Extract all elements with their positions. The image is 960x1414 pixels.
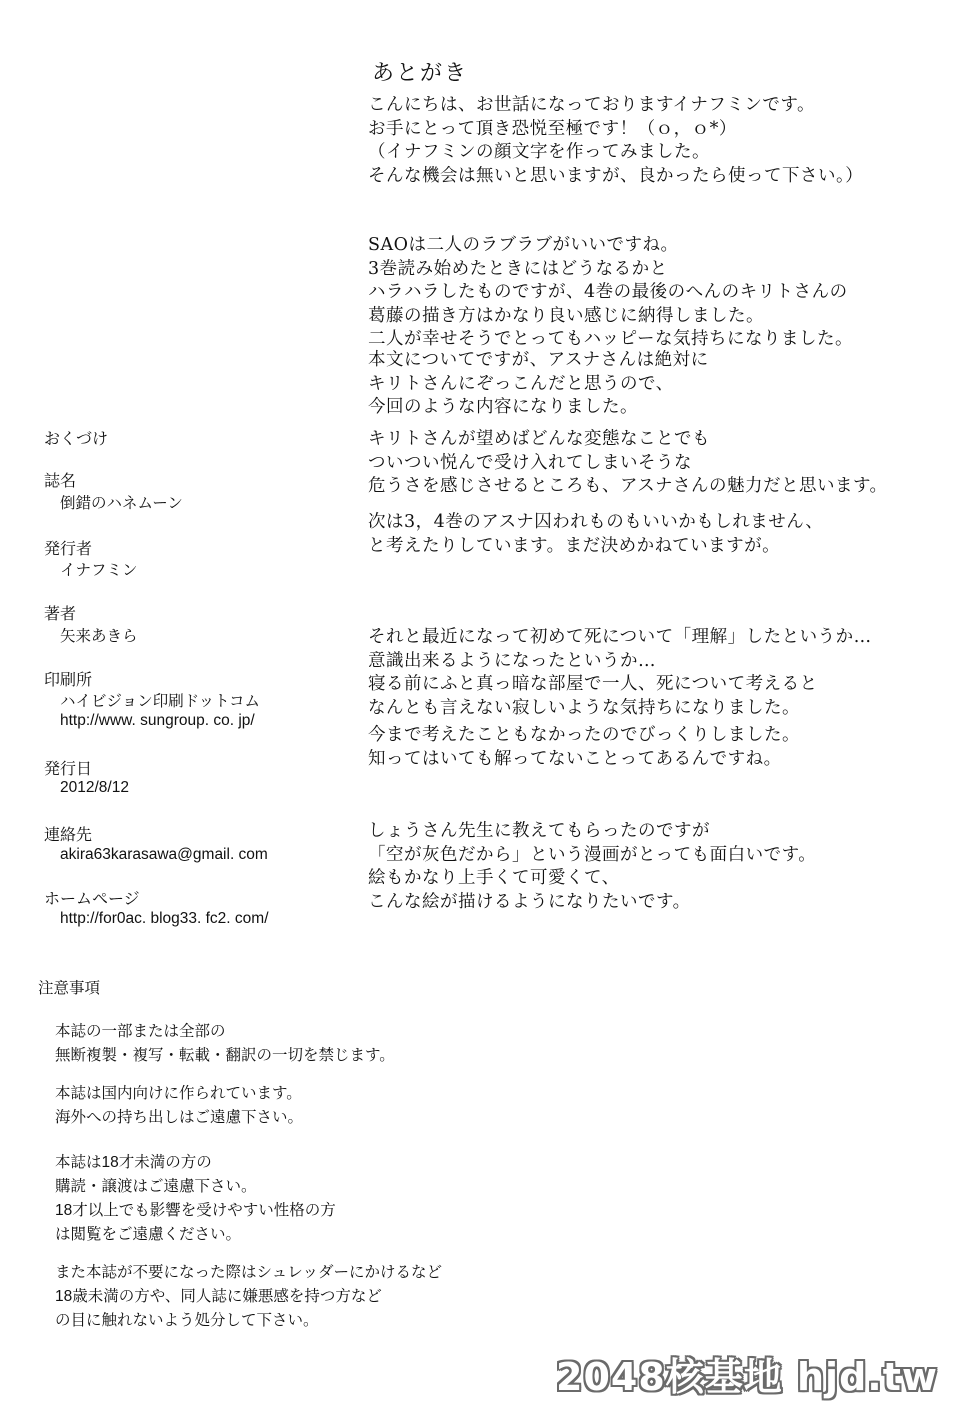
text-line: 18才以上でも影響を受けやすい性格の方 <box>55 1202 336 1219</box>
text-line: なんとも言えない寂しいような気持ちになりました。 <box>368 697 800 718</box>
notice-paragraph <box>55 1020 395 1068</box>
contact-label: 連絡先 <box>44 827 93 844</box>
printer-url: http://www. sungroup. co. jp/ <box>60 712 255 729</box>
text-line: 本誌は国内向けに作られています。 <box>55 1085 302 1102</box>
afterword-paragraph <box>368 234 853 352</box>
text-line: 意識出来るようになったというか… <box>368 650 656 671</box>
text-line: ついつい悦んで受け入れてしまいそうな <box>368 452 692 473</box>
text-line: 本誌の一部または全部の <box>55 1023 226 1040</box>
text-line: は閲覧をご遠慮ください。 <box>55 1226 242 1243</box>
title-label: 誌名 <box>44 473 77 490</box>
afterword-paragraph <box>368 349 709 420</box>
text-line: 今まで考えたこともなかったのでびっくりしました。 <box>368 725 800 745</box>
notice-heading: 注意事項 <box>38 980 101 997</box>
text-line: 「空が灰色だから」という漫画がとっても面白いです。 <box>368 844 817 865</box>
text-line: 18歳未満の方や、同人誌に嫌悪感を持つ方など <box>55 1288 382 1305</box>
text-line: しょうさん先生に教えてもらったのですが <box>368 821 710 841</box>
text-line: ハラハラしたものですが、4巻の最後のへんのキリトさんの <box>368 282 848 302</box>
text-line: と考えたりしています。まだ決めかねていますが。 <box>368 535 781 556</box>
text-line: 本文についてですが、アスナさんは絶対に <box>368 350 709 370</box>
colophon-heading: おくづけ <box>44 431 109 448</box>
text-line: 購読・譲渡はご遠慮下さい。 <box>55 1178 257 1195</box>
author-value: 矢来あきら <box>60 628 138 645</box>
text-line: （イナフミンの顔文字を作ってみました。 <box>368 142 710 162</box>
afterword-paragraph <box>368 724 800 771</box>
text-line: 知ってはいても解ってないことってあるんですね。 <box>368 748 782 769</box>
text-line: お手にとって頂き恐悦至極です！（ｏ，ｏ*） <box>368 118 737 139</box>
text-line: 危うさを感じさせるところも、アスナさんの魅力だと思います。 <box>368 476 888 496</box>
text-line: 3巻読み始めたときにはどうなるかと <box>368 258 668 279</box>
contact-value: akira63karasawa@gmail. com <box>60 846 268 863</box>
publisher-value: イナフミン <box>60 562 138 579</box>
homepage-value: http://for0ac. blog33. fc2. com/ <box>60 910 269 927</box>
text-line: そんな機会は無いと思いますが、良かったら使って下さい。） <box>368 165 864 186</box>
afterword-paragraph <box>368 820 816 914</box>
text-line: 絵もかなり上手くて可愛くて、 <box>368 868 620 888</box>
text-line: こんな絵が描けるようになりたいです。 <box>368 891 691 912</box>
text-line: 次は3，4巻のアスナ囚われものもいいかもしれません、 <box>368 512 824 532</box>
afterword-paragraph <box>368 626 872 720</box>
afterword-paragraph <box>368 428 888 499</box>
afterword-title: あとがき <box>372 61 469 86</box>
notice-paragraph <box>55 1082 303 1130</box>
printer-label: 印刷所 <box>44 672 93 689</box>
text-line: キリトさんにぞっこんだと思うので、 <box>368 373 674 394</box>
text-line: 今回のような内容になりました。 <box>368 397 638 417</box>
text-line: 葛藤の描き方はかなり良い感じに納得しました。 <box>368 305 764 326</box>
afterword-paragraph <box>368 511 823 558</box>
text-line: 本誌は18才未満の方の <box>55 1154 212 1171</box>
homepage-label: ホームページ <box>44 891 140 908</box>
text-line: キリトさんが望めばどんな変態なことでも <box>368 429 710 449</box>
text-line: 寝る前にふと真っ暗な部屋で一人、死について考えると <box>368 674 818 694</box>
text-line: こんにちは、お世話になっておりますイナフミンです。 <box>368 95 816 115</box>
text-line: 海外への持ち出しはご遠慮下さい。 <box>55 1109 304 1126</box>
text-line: の目に触れないよう処分して下さい。 <box>55 1312 319 1329</box>
printer-value: ハイビジョン印刷ドットコム <box>60 693 260 710</box>
publisher-label: 発行者 <box>44 541 93 558</box>
afterword-paragraph <box>368 94 863 188</box>
text-line: SAOは二人のラブラブがいいですね。 <box>368 235 679 255</box>
date-value: 2012/8/12 <box>60 779 129 796</box>
text-line: それと最近になって初めて死について「理解」したというか… <box>368 627 872 647</box>
text-line: 二人が幸せそうでとってもハッピーな気持ちになりました。 <box>368 329 853 349</box>
notice-paragraph <box>55 1261 442 1333</box>
notice-paragraph <box>55 1151 336 1247</box>
date-label: 発行日 <box>44 761 93 778</box>
author-label: 著者 <box>44 606 77 623</box>
title-value: 倒錯のハネムーン <box>60 495 183 512</box>
site-watermark: 2048核基地 hjd.tw <box>556 1355 938 1399</box>
text-line: 無断複製・複写・転載・翻訳の一切を禁じます。 <box>55 1047 395 1064</box>
text-line: また本誌が不要になった際はシュレッダーにかけるなど <box>55 1264 443 1281</box>
